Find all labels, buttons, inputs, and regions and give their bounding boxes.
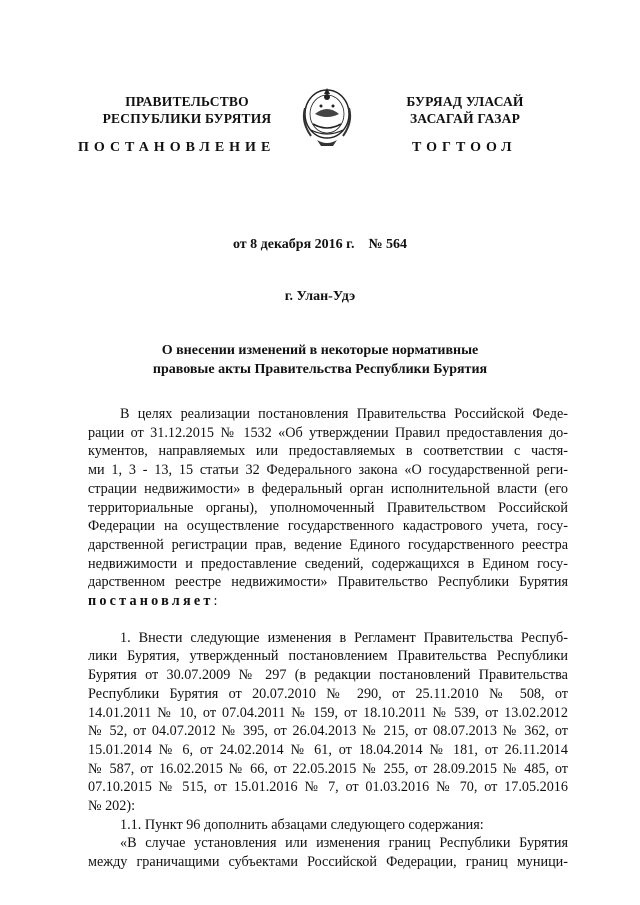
body-line: В целях реализации постановления Правительства Российской Феде- (120, 406, 568, 422)
body-line: 07.10.2015 № 515, от 15.01.2016 № 7, от 01.03.2016 № 70, от 17.05.2016 (88, 779, 568, 796)
issuer-line: ЗАСАГАЙ ГАЗАР (409, 111, 521, 126)
issuer-line: БУРЯАД УЛАСАЙ (406, 94, 524, 109)
decree-dateline (0, 237, 640, 253)
body-line: № 587, от 16.02.2015 № 66, от 22.05.2015 № 255, от 28.09.2015 № 485, от (88, 760, 568, 777)
resolves-word: постановляет (88, 593, 214, 610)
body-line: лики Бурятия, утвержденный постановлением Правительства Республики (88, 648, 568, 665)
body-line: Бурятия от 30.07.2009 № 297 (в редакции постановлений Правительства (88, 667, 568, 684)
title-line: О внесении изменений в некоторые нормативные (161, 343, 479, 358)
body-line: страции недвижимости» в федеральный орган исполнительной власти (его (88, 480, 568, 497)
body-line: рации от 31.12.2015 № 1532 «Об утверждении Правил предоставления до- (88, 424, 568, 441)
body-line: недвижимости и предоставление сведений, содержащихся в Едином госу- (88, 555, 568, 572)
decree-city: г. Улан-Удэ (284, 289, 356, 304)
body-line: № 52, от 04.07.2012 № 395, от 26.04.2013 № 215, от 08.07.2013 № 362, от (88, 723, 568, 740)
decree-number: № 564 (368, 237, 408, 252)
decree-type-buryat: ТОГТООЛ (412, 140, 517, 155)
body-line: 15.01.2014 № 6, от 24.02.2014 № 61, от 18.04.2014 № 181, от 26.11.2014 (88, 741, 568, 758)
body-line: дарственной регистрации прав, ведение Единого государственного реестра (88, 536, 568, 553)
body-line: ми 1, 3 - 13, 15 статьи 32 Федерального закона «О государственной реги- (88, 462, 568, 479)
body-line: № 202): (88, 798, 136, 815)
decree-body (88, 405, 568, 872)
quote-line: «В случае установления или изменения границ Республики Бурятия (120, 835, 568, 852)
body-line: Федерации на осуществление государственного кадастрового учета, госу- (88, 518, 568, 535)
body-line: дарственном реестре недвижимости» Правительство Республики Бурятия (88, 574, 568, 591)
body-line: Республики Бурятия от 20.07.2010 № 290, от 25.11.2010 № 508, от (88, 685, 568, 702)
decree-type-russian: ПОСТАНОВЛЕНИЕ (78, 140, 276, 155)
body-line: территориальные органы), уполномоченный Правительством Российской (88, 499, 568, 516)
resolves-colon: : (213, 593, 218, 610)
decree-date: от 8 декабря 2016 г. (232, 237, 355, 252)
title-line: правовые акты Правительства Республики Бурятия (152, 362, 488, 377)
coat-of-arms-icon (299, 84, 355, 148)
issuer-line: РЕСПУБЛИКИ БУРЯТИЯ (102, 111, 272, 126)
resolves-line (88, 592, 568, 611)
subitem-line: 1.1. Пункт 96 дополнить абзацами следующего содержания: (120, 816, 484, 833)
decree-title (0, 341, 640, 379)
issuer-line: ПРАВИТЕЛЬСТВО (125, 94, 249, 109)
body-line: 14.01.2011 № 10, от 07.04.2011 № 159, от 18.10.2011 № 539, от 13.02.2012 (88, 704, 568, 721)
issuer-russian (92, 93, 282, 127)
body-line: кументов, направляемых или предоставляемых в соответствии с частя- (88, 443, 568, 460)
quote-line: между граничащими субъектами Российской Федерации, границ муници- (88, 854, 568, 871)
issuer-buryat (380, 93, 550, 127)
body-line: 1. Внести следующие изменения в Регламент Правительства Респуб- (120, 629, 568, 646)
